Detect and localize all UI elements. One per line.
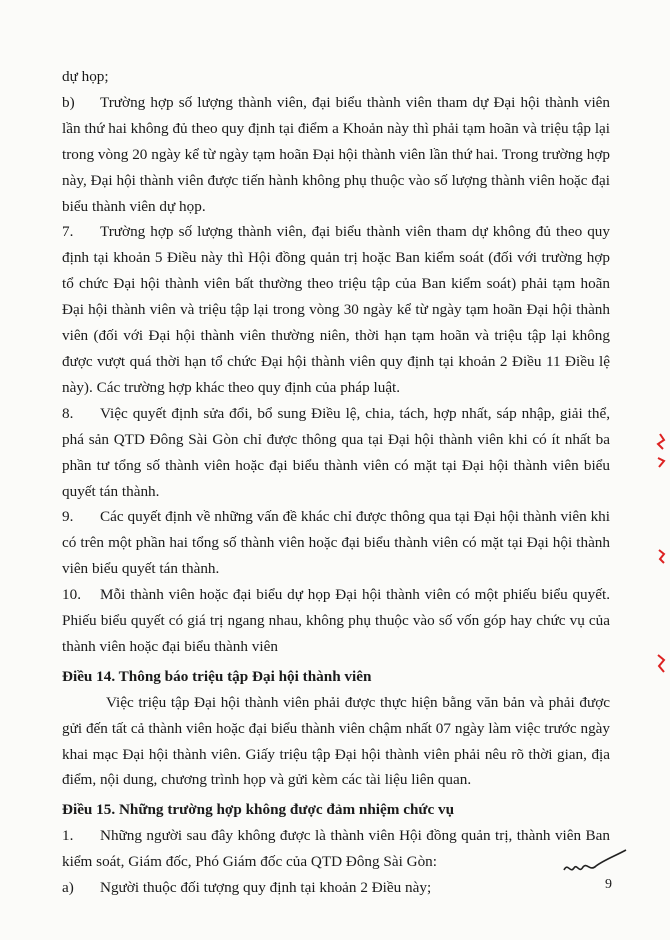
paragraph-number: 10. (62, 586, 81, 604)
article-15-heading: Điều 15. Những trường hợp không được đảm nhiệm chức vụ (62, 801, 455, 819)
document-body (62, 64, 610, 901)
signature-initials (560, 848, 630, 888)
paragraph-10: 10. Mỗi thành viên hoặc đại biểu dự họp Đại hội thành viên có một phiếu biểu quyết. Phiếu biểu quyết có giá trị ngang nhau, không phụ thuộc vào số vốn góp hay chức vụ của thành viên hoặc đại biểu thành viên (62, 582, 610, 660)
paragraph-b: b) Trường hợp số lượng thành viên, đại biểu thành viên tham dự Đại hội thành viên lần thứ hai không đủ theo quy định tại điểm a Khoản này thì phải tạm hoãn và triệu tập lại trong vòng 20 ngày kể từ ngày tạm hoãn Đại hội thành viên lần thứ hai. Trong trường hợp này, Đại hội thành viên được tiến hành không phụ thuộc vào số lượng thành viên hoặc đại biểu thành viên dự họp. (62, 90, 610, 220)
article-15-item-a: a) Người thuộc đối tượng quy định tại khoản 2 Điều này; (62, 875, 610, 901)
red-stamp-edge (650, 430, 668, 690)
paragraph-number: a) (62, 879, 74, 897)
page-number: 9 (605, 877, 612, 892)
article-14-heading: Điều 14. Thông báo triệu tập Đại hội thành viên (62, 667, 372, 685)
article-14-body: Việc triệu tập Đại hội thành viên phải được thực hiện bằng văn bản và phải được gửi đến tất cả thành viên hoặc đại biểu thành viên chậm nhất 07 ngày làm việc trước ngày khai mạc Đại hội thành viên. Giấy triệu tập Đại hội thành viên phải nêu rõ thời gian, địa điểm, nội dung, chương trình họp và gửi kèm các tài liệu liên quan. (62, 693, 610, 789)
paragraph-number: 7. (62, 223, 74, 241)
paragraph-continuation: dự họp; (62, 68, 109, 85)
paragraph-7: 7. Trường hợp số lượng thành viên, đại biểu thành viên tham dự không đủ theo quy định tại khoản 5 Điều này thì Hội đồng quản trị hoặc Ban kiểm soát (đối với trường hợp tổ chức Đại hội thành viên bất thường theo triệu tập của Ban kiểm soát) phải tạm hoãn Đại hội thành viên và triệu tập lại trong vòng 30 ngày kể từ ngày tạm hoãn Đại hội thành viên (đối với Đại hội thành viên thường niên, thời hạn tạm hoãn và triệu tập lại không được vượt quá thời hạn tổ chức Đại hội thành viên quy định tại khoản 2 Điều 11 Điều lệ này). Các trường hợp khác theo quy định của pháp luật. (62, 219, 610, 400)
paragraph-number: 9. (62, 508, 74, 526)
paragraph-number: b) (62, 93, 75, 111)
paragraph-9: 9. Các quyết định về những vấn đề khác chỉ được thông qua tại Đại hội thành viên khi có trên một phần hai tổng số thành viên hoặc đại biểu thành viên có mặt tại Đại hội thành viên biểu quyết tán thành. (62, 504, 610, 582)
paragraph-number: 8. (62, 404, 74, 422)
paragraph-number: 1. (62, 827, 74, 845)
paragraph-8: 8. Việc quyết định sửa đổi, bổ sung Điều lệ, chia, tách, hợp nhất, sáp nhập, giải thể, phá sản QTD Đông Sài Gòn chỉ được thông qua tại Đại hội thành viên khi có ít nhất ba phần tư tổng số thành viên hoặc đại biểu thành viên có mặt tại Đại hội thành viên biểu quyết tán thành. (62, 401, 610, 505)
article-15-item-1: 1. Những người sau đây không được là thành viên Hội đồng quản trị, thành viên Ban kiểm soát, Giám đốc, Phó Giám đốc của QTD Đông Sài Gòn: (62, 823, 610, 875)
